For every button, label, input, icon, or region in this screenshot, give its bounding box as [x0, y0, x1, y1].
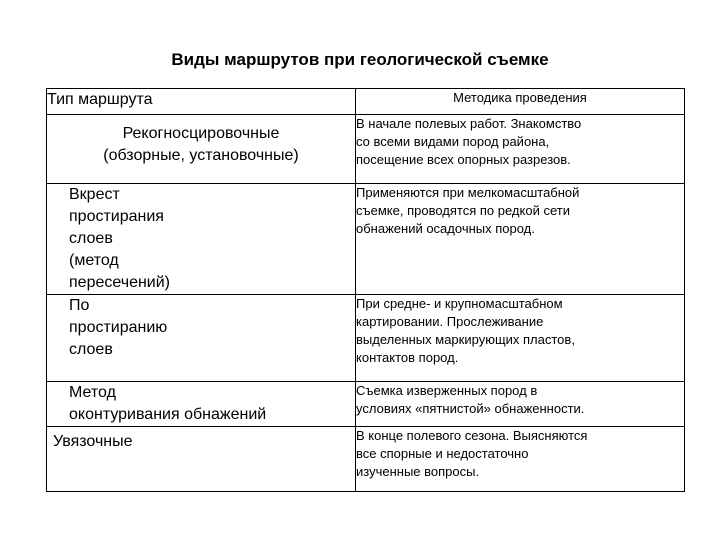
method-cell: [356, 427, 685, 492]
route-type-line: слоев: [69, 230, 113, 247]
route-type-line: (метод: [69, 252, 119, 269]
routes-table: [46, 88, 685, 492]
method-line: со всеми видами пород района,: [356, 134, 550, 149]
route-type-line: оконтуривания обнажений: [69, 406, 267, 423]
table-header-row: [47, 89, 685, 115]
method-line: Применяются при мелкомасштабной: [356, 185, 580, 200]
method-line: картировании. Прослеживание: [356, 314, 544, 329]
route-type-line: По: [69, 297, 90, 314]
method-cell: [356, 382, 685, 427]
method-line: все спорные и недостаточно: [356, 446, 529, 461]
method-line: выделенных маркирующих пластов,: [356, 332, 575, 347]
method-line: съемке, проводятся по редкой сети: [356, 203, 570, 218]
table-row: [47, 427, 685, 492]
method-line: В начале полевых работ. Знакомство: [356, 116, 582, 131]
page-title: Виды маршрутов при геологической съемке: [171, 50, 549, 69]
route-type-cell: [47, 382, 356, 427]
route-type-line: Увязочные: [53, 433, 133, 450]
table-row: [47, 184, 685, 295]
method-cell: [356, 295, 685, 382]
table-row: [47, 115, 685, 184]
route-type-line: Метод: [69, 384, 116, 401]
route-type-cell: [47, 184, 356, 295]
method-line: изученные вопросы.: [356, 464, 480, 479]
route-type-line: слоев: [69, 341, 113, 358]
route-type-cell: [47, 115, 356, 184]
method-cell: [356, 115, 685, 184]
route-type-line: пересечений): [69, 274, 170, 291]
method-line: условиях «пятнистой» обнаженности.: [356, 401, 585, 416]
header-method: Методика проведения: [356, 89, 685, 115]
method-line: При средне- и крупномасштабном: [356, 296, 563, 311]
header-route-type: Тип маршрута: [47, 89, 356, 115]
method-line: обнажений осадочных пород.: [356, 221, 535, 236]
table-row: [47, 382, 685, 427]
method-line: В конце полевого сезона. Выясняются: [356, 428, 588, 443]
method-line: контактов пород.: [356, 350, 459, 365]
table-row: [47, 295, 685, 382]
route-type-line: простиранию: [69, 319, 168, 336]
method-line: посещение всех опорных разрезов.: [356, 152, 571, 167]
route-type-line: Вкрест: [69, 186, 120, 203]
method-cell: [356, 184, 685, 295]
route-type-cell: [47, 427, 356, 492]
route-type-line: (обзорные, установочные): [103, 147, 299, 164]
route-type-line: простирания: [69, 208, 164, 225]
route-type-cell: [47, 295, 356, 382]
method-line: Съемка изверженных пород в: [356, 383, 538, 398]
route-type-line: Рекогносцировочные: [122, 125, 280, 142]
